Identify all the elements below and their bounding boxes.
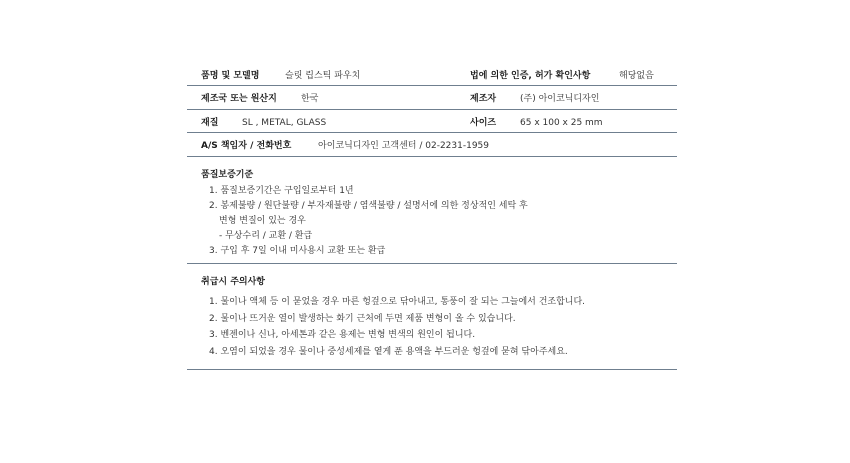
manufacturer-label: 제조자 (470, 94, 497, 104)
certification-label: 법에 의한 인증, 허가 확인사항 (470, 71, 591, 81)
size-label: 사이즈 (470, 118, 497, 128)
list-item: 4. 오염이 되었을 경우 물이나 중성세제를 옅게 푼 용액을 부드러운 헝겊에 묻혀 닦아주세요. (209, 346, 568, 357)
info-row-as (187, 133, 677, 157)
product-name-label: 품명 및 모델명 (201, 71, 260, 81)
origin-label: 제조국 또는 원산지 (201, 94, 277, 104)
size-value: 65 x 100 x 25 mm (520, 118, 603, 128)
material-value: SL , METAL, GLASS (242, 118, 327, 128)
info-row-origin (187, 86, 677, 110)
as-label: A/S 책임자 / 전화번호 (201, 141, 292, 151)
list-item: 2. 봉제불량 / 원단불량 / 부자재불량 / 염색불량 / 설명서에 의한 정상적인 세탁 후 (209, 201, 528, 211)
info-row-product (187, 63, 677, 86)
as-value: 아이코닉디자인 고객센터 / 02-2231-1959 (318, 141, 490, 151)
product-info-sheet (187, 63, 677, 370)
info-row-material (187, 110, 677, 133)
list-item: 3. 구입 후 7일 이내 미사용시 교환 또는 환급 (209, 246, 386, 256)
origin-value: 한국 (301, 94, 319, 104)
list-item: 3. 벤젠이나 신나, 아세톤과 같은 용제는 변형 변색의 원인이 됩니다. (209, 330, 476, 340)
caution-section (187, 264, 677, 370)
warranty-title: 품질보증기준 (201, 170, 254, 180)
material-label: 재질 (201, 118, 219, 128)
warranty-list (209, 184, 528, 259)
manufacturer-value: (주) 아이코닉디자인 (520, 94, 600, 104)
caution-list (209, 294, 585, 360)
list-item: 1. 물이나 액체 등 이 묻었을 경우 마른 헝겊으로 닦아내고, 통풍이 잘 되는 그늘에서 건조합니다. (209, 297, 586, 307)
list-item: 변형 변질이 있는 경우 (219, 216, 306, 226)
list-item: - 무상수리 / 교환 / 환급 (219, 231, 313, 241)
list-item: 2. 물이나 뜨거운 열이 발생하는 화기 근처에 두면 제품 변형이 올 수 있습니다. (209, 313, 516, 324)
list-item: 1. 품질보증기간은 구입일로부터 1년 (209, 186, 354, 196)
caution-title: 취급시 주의사항 (201, 277, 265, 287)
warranty-section (187, 157, 677, 264)
certification-value: 해당없음 (619, 71, 654, 81)
product-name-value: 슬릿 립스틱 파우치 (285, 71, 361, 81)
